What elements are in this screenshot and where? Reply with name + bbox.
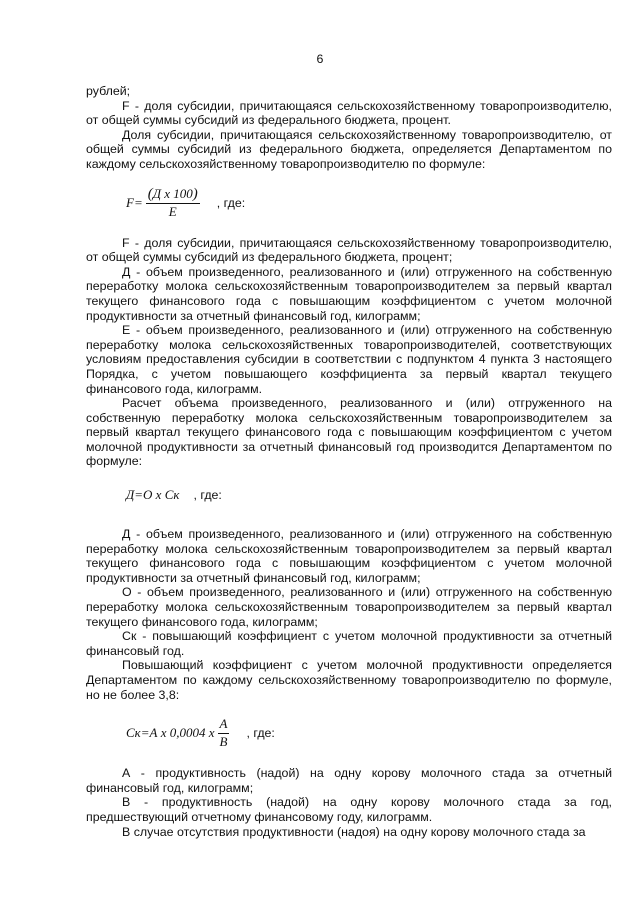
formula-suffix: , где: — [246, 725, 275, 740]
paragraph: В - продуктивность (надой) на одну корову молочного стада за год, предшествующий отчетному финансовому году, килограмм. — [86, 795, 612, 824]
paragraph: рублей; — [86, 84, 131, 98]
paragraph: F - доля субсидии, причитающаяся сельскохозяйственному товаропроизводителю, от общей суммы субсидий из федерального бюджета, процент; — [86, 235, 612, 265]
paragraph: Расчет объема произведенного, реализованного и (или) отгруженного на собственную переработку молока сельскохозяйственным товаропроизводителем за первый квартал текущего финансового года с повышающим коэффициентом с учетом молочной продуктивности за отчетный финансовый год производится Департаментом по формуле: — [86, 396, 612, 469]
paragraph: Доля субсидии, причитающаяся сельскохозяйственному товаропроизводителю, от общей суммы субсидий из федерального бюджета, определяется Департаментом по каждому сельскохозяйственному товаропроизводителю по формуле: — [86, 127, 612, 171]
formula-lhs: F= — [126, 195, 143, 211]
paragraph: Д - объем произведенного, реализованного и (или) отгруженного на собственную переработку молока сельскохозяйственным товаропроизводителем за первый квартал текущего финансового года с повышающим коэффициентом с учетом молочной продуктивности за отчетный финансовый год, килограмм; — [86, 264, 612, 323]
page-number: 6 — [316, 52, 324, 66]
formula-share — [126, 187, 612, 221]
paragraph: Е - объем произведенного, реализованного и (или) отгруженного на собственную переработку молока сельскохозяйственных товаропроизводителей, соответствующих условиям предоставления субсидии в соответствии с подпунктом 4 пункта 3 настоящего Порядка, с учетом повышающего коэффициента за первый квартал текущего финансового года, килограмм. — [86, 323, 612, 396]
paragraph: Д - объем произведенного, реализованного и (или) отгруженного на собственную переработку молока сельскохозяйственным товаропроизводителем за первый квартал текущего финансового года с повышающим коэффициентом с учетом молочной продуктивности за отчетный финансовый год, килограмм; — [86, 527, 612, 585]
document-body — [86, 84, 612, 839]
formula-suffix: , где: — [193, 487, 222, 502]
formula-fraction — [218, 717, 230, 749]
paragraph: Повышающий коэффициент с учетом молочной продуктивности определяется Департаментом по каждому сельскохозяйственному товаропроизводителю по формуле, но не более 3,8: — [86, 658, 612, 702]
formula-fraction: $\frac{\text{(Д х 100)}}{E}$ — [147, 186, 198, 220]
paragraph: Ск - повышающий коэффициент с учетом молочной продуктивности за отчетный финансовый год. — [86, 629, 612, 658]
paragraph: О - объем произведенного, реализованного и (или) отгруженного на собственную переработку молока сельскохозяйственным товаропроизводителем за первый квартал текущего финансового года, килограмм; — [86, 585, 612, 629]
formula-numerator: Д х 100 — [152, 186, 193, 202]
formula-coefficient — [126, 716, 612, 750]
formula-volume — [126, 485, 612, 505]
formula-denominator: В — [219, 733, 228, 749]
paragraph: F - доля субсидии, причитающаяся сельскохозяйственному товаропроизводителю, от общей суммы субсидий из федерального бюджета, процент. — [86, 98, 612, 128]
formula-suffix: , где: — [216, 196, 246, 211]
formula-numerator: А — [218, 717, 230, 734]
formula-denominator: E — [168, 204, 177, 220]
paragraph: А - продуктивность (надой) на одну корову молочного стада за отчетный финансовый год, килограмм; — [86, 766, 612, 795]
formula-expression: Д=О х Ск — [126, 486, 180, 502]
formula-lhs: Ск=А х 0,0004 х — [126, 724, 215, 740]
paragraph: В случае отсутствия продуктивности (надоя) на одну корову молочного стада за — [122, 824, 586, 839]
